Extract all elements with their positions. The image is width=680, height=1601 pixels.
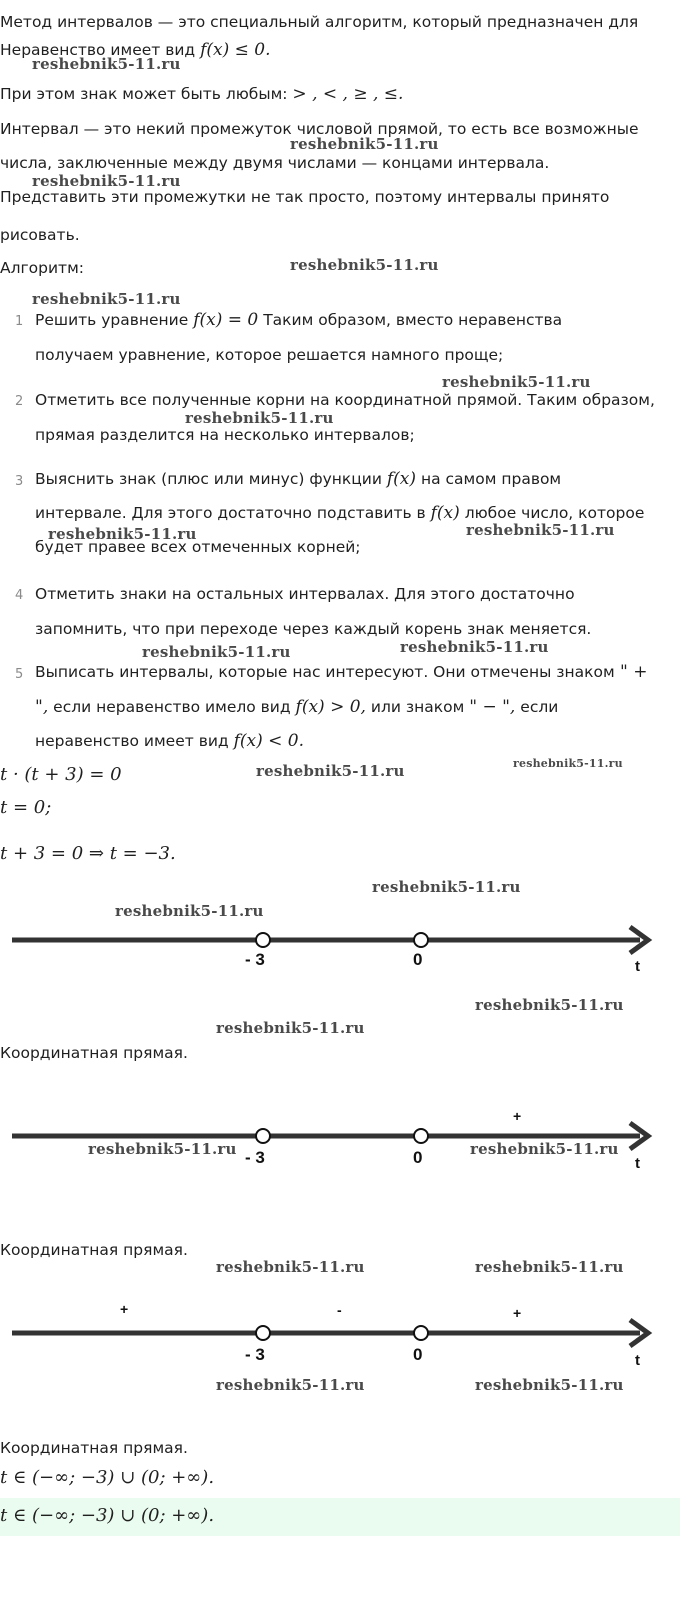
step-3-line-a (35, 469, 561, 489)
equation-root-2: t + 3 = 0 ⇒ t = −3. (0, 843, 176, 864)
step-1-rest: Таким образом, вместо неравенства (263, 311, 563, 329)
watermark: reshebnik5-11.ru (470, 1140, 619, 1158)
number-line-2-var: t (635, 1155, 640, 1172)
number-line-1 (0, 915, 680, 975)
step-4-line-a: Отметить знаки на остальных интервалах. Для этого достаточно (35, 585, 575, 603)
number-line-2-label-minus3: - 3 (245, 1148, 265, 1167)
step-2-line-a: Отметить все полученные корни на координатной прямой. Таким образом, (35, 391, 655, 409)
intro-line-4: Интервал — это некий промежуток числовой прямой, то есть все возможные (0, 120, 639, 138)
watermark: reshebnik5-11.ru (290, 135, 439, 153)
number-line-3-point-0 (414, 1326, 428, 1340)
step-1-number: 1 (15, 314, 24, 329)
step-5-line-c (35, 731, 304, 751)
step-5-quote-close: ", (35, 697, 49, 717)
watermark: reshebnik5-11.ru (290, 256, 439, 274)
watermark: reshebnik5-11.ru (400, 638, 549, 656)
step-5-line-a (35, 662, 615, 682)
intro-line-1: Метод интервалов — это специальный алгоритм, который предназначен для (0, 13, 639, 31)
number-line-2-point-minus3 (256, 1129, 270, 1143)
caption-3: Координатная прямая. (0, 1439, 188, 1457)
number-line-3-label-0: 0 (413, 1345, 423, 1364)
number-line-1-label-0: 0 (413, 950, 423, 969)
step-1-line-b: получаем уравнение, которое решается намного проще; (35, 346, 504, 364)
watermark: reshebnik5-11.ru (32, 55, 181, 73)
watermark: reshebnik5-11.ru (185, 409, 334, 427)
step-5-number: 5 (15, 667, 24, 682)
step-3-text: Выяснить знак (плюс или минус) функции (35, 470, 382, 488)
intro-line-5: числа, заключенные между двумя числами — концами интервала. (0, 154, 550, 172)
number-line-3-sign-right: + (513, 1305, 522, 1321)
watermark: reshebnik5-11.ru (216, 1019, 365, 1037)
step-3-b-text: интервале. Для этого достаточно подставить в (35, 504, 426, 522)
number-line-1-point-minus3 (256, 933, 270, 947)
watermark: reshebnik5-11.ru (256, 762, 405, 780)
step-5-c-text: неравенство имеет вид (35, 732, 229, 750)
intro-line-2-math: f(x) ≤ 0. (200, 40, 271, 60)
answer-box (0, 1498, 680, 1536)
step-5-b-text: если неравенство имело вид (53, 698, 291, 716)
watermark: reshebnik5-11.ru (32, 290, 181, 308)
number-line-3-label-minus3: - 3 (245, 1345, 265, 1364)
step-1-line-a (35, 310, 562, 330)
step-3-b-math: f(x) (430, 503, 460, 523)
intro-line-3 (0, 84, 403, 104)
watermark: reshebnik5-11.ru (32, 172, 181, 190)
caption-2: Координатная прямая. (0, 1241, 188, 1259)
result-interval: t ∈ (−∞; −3) ∪ (0; +∞). (0, 1467, 215, 1488)
watermark: reshebnik5-11.ru (372, 878, 521, 896)
step-5-line-b (35, 697, 558, 717)
watermark: reshebnik5-11.ru (216, 1376, 365, 1394)
watermark: reshebnik5-11.ru (115, 902, 264, 920)
number-line-3-sign-left: + (120, 1301, 129, 1317)
step-1-math: f(x) = 0 (193, 310, 259, 330)
step-1-text: Решить уравнение (35, 311, 189, 329)
step-5-quote-plus: " + (620, 662, 648, 682)
watermark: reshebnik5-11.ru (475, 1376, 624, 1394)
step-5-b-math: f(x) > 0, (295, 697, 366, 717)
step-3-rest: на самом правом (420, 470, 562, 488)
step-5-b-minus: " − ", (469, 697, 516, 717)
number-line-1-point-0 (414, 933, 428, 947)
step-5-c-math: f(x) < 0. (233, 731, 304, 751)
intro-line-2-text: Неравенство имеет вид (0, 41, 196, 59)
answer-interval: t ∈ (−∞; −3) ∪ (0; +∞). (0, 1505, 215, 1526)
watermark: reshebnik5-11.ru (442, 373, 591, 391)
watermark: reshebnik5-11.ru (513, 757, 623, 770)
step-3-math: f(x) (386, 469, 417, 489)
number-line-2-label-0: 0 (413, 1148, 423, 1167)
number-line-3-var: t (635, 1352, 640, 1369)
watermark: reshebnik5-11.ru (142, 643, 291, 661)
equation-product: t · (t + 3) = 0 (0, 764, 122, 785)
number-line-2-sign-right: + (513, 1108, 522, 1124)
number-line-1-var: t (635, 958, 640, 975)
watermark: reshebnik5-11.ru (466, 521, 615, 539)
step-5-b-text2: или знаком (370, 698, 465, 716)
step-3-line-b (35, 503, 644, 523)
watermark: reshebnik5-11.ru (48, 525, 197, 543)
step-4-line-b: запомнить, что при переходе через каждый корень знак меняется. (35, 620, 592, 638)
number-line-2-point-0 (414, 1129, 428, 1143)
number-line-3-sign-middle: - (337, 1302, 342, 1318)
watermark: reshebnik5-11.ru (88, 1140, 237, 1158)
intro-line-6: Представить эти промежутки не так просто, поэтому интервалы принято (0, 188, 610, 206)
intro-line-7: рисовать. (0, 226, 80, 244)
watermark: reshebnik5-11.ru (475, 996, 624, 1014)
equation-root-1: t = 0; (0, 797, 52, 818)
intro-line-8: Алгоритм: (0, 259, 84, 277)
number-line-3-point-minus3 (256, 1326, 270, 1340)
watermark: reshebnik5-11.ru (216, 1258, 365, 1276)
step-2-number: 2 (15, 394, 24, 409)
step-3-number: 3 (15, 474, 24, 489)
caption-1: Координатная прямая. (0, 1044, 188, 1062)
watermark: reshebnik5-11.ru (475, 1258, 624, 1276)
intro-line-3-text: При этом знак может быть любым: (0, 85, 288, 103)
step-5-text: Выписать интервалы, которые нас интересуют. Они отмечены знаком (35, 663, 615, 681)
step-3-b-rest: любое число, которое (464, 504, 645, 522)
intro-line-3-math: > , < , ≥ , ≤. (292, 84, 404, 104)
number-line-1-label-minus3: - 3 (245, 950, 265, 969)
step-4-number: 4 (15, 588, 24, 603)
step-3-line-c: будет правее всех отмеченных корней; (35, 538, 361, 556)
step-2-line-b: прямая разделится на несколько интервалов; (35, 426, 415, 444)
step-5-b-text3: если (520, 698, 559, 716)
